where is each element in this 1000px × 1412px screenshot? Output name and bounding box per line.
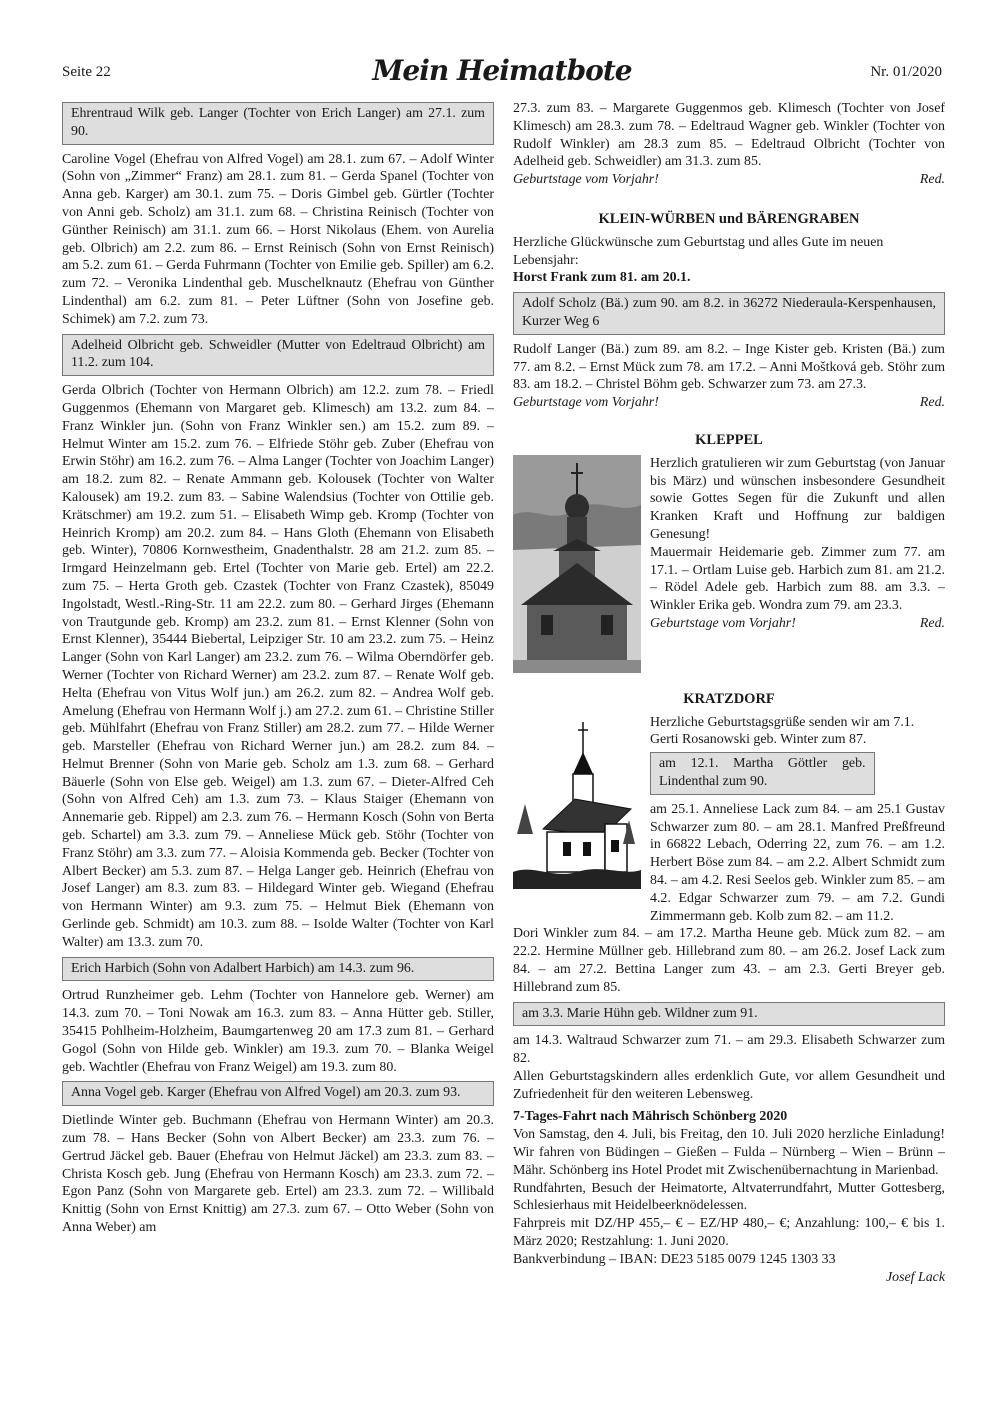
vorjahr-note: Geburtstage vom Vorjahr! [650,615,796,631]
trip-text: Von Samstag, den 4. Juli, bis Freitag, den 10. Juli 2020 herzliche Einladung! Wir fahren von Büdingen – Gießen – Fulda – Nürnberg – Wien – Brünn – Mähr. Schönberg ins Hotel Prodet mit Zwischenübernachtung in Marienbad. [513,1127,945,1178]
highlight-box: Ehrentraud Wilk geb. Langer (Tochter von Erich Langer) am 27.1. zum 90. [62,102,494,145]
highlight-box: Adolf Scholz (Bä.) zum 90. am 8.2. in 36272 Niederaula-Kerspenhausen, Kurzer Weg 6 [513,292,945,335]
signature-line [513,394,945,412]
birthday-paragraph: Ortrud Runzheimer geb. Lehm (Tochter von Hannelore geb. Werner) am 14.3. zum 70. – Toni Nowak am 16.3. zum 83. – Anna Hütter geb. Stiller, 35415 Pohlheim-Holzheim, Baumgartenweg 20 am 17.3 zum 81. – Gerhard Gogol (Sohn von Hilde geb. Winkler) am 19.3. zum 70. – Blanka Weigel geb. Wachtler (Ehefrau von Franz Weigel) am 19.3. zum 80. [62,988,494,1075]
kratzdorf-intro: Herzliche Geburtstagsgrüße senden wir am 7.1. Gerti Rosanowski geb. Winter zum 87. [650,714,915,748]
section-heading: KLEIN-WÜRBEN und BÄRENGRABEN [598,210,860,227]
chapel-drawing [513,714,641,889]
kleppel-text [650,455,945,673]
highlight-box: Anna Vogel geb. Karger (Ehefrau von Alfred Vogel) am 20.3. zum 93. [62,1081,494,1106]
highlight-box: am 12.1. Martha Göttler geb. Lindenthal zum 90. [650,752,875,795]
kleppel-block [513,455,945,673]
red-note: Red. [919,172,945,188]
highlight-box: Adelheid Olbricht geb. Schweidler (Mutter von Edeltraud Olbricht) am 11.2. zum 104. [62,334,494,377]
red-note: Red. [919,615,945,631]
signature: Josef Lack [885,1269,945,1285]
kratzdorf-list-end: am 14.3. Waltraud Schwarzer zum 71. – am 29.3. Elisabeth Schwarzer zum 82. [513,1033,945,1067]
birthday-paragraph: Rudolf Langer (Bä.) zum 89. am 8.2. – Inge Kister geb. Kristen (Bä.) zum 77. am 8.2. – Ernst Mück zum 78. am 17.2. – Anni Moštková geb. Stöhr zum 83. am 18.2. – Christel Böhm geb. Schwarzer zum 73. am 27.3. [513,341,945,393]
vorjahr-note: Geburtstage vom Vorjahr! [513,172,659,188]
left-column [62,100,494,1242]
vorjahr-note: Geburtstage vom Vorjahr! [513,395,659,411]
highlight-box: Erich Harbich (Sohn von Adalbert Harbich) am 14.3. zum 96. [62,957,494,982]
kratzdorf-wishes: Allen Geburtstagskindern alles erdenklich Gute, vor allem Gesundheit und Zufriedenheit für den weiteren Lebensweg. [513,1068,945,1102]
birthday-paragraph: Dietlinde Winter geb. Buchmann (Ehefrau von Hermann Winter) am 20.3. zum 78. – Hans Becker (Sohn von Albert Becker) am 23.3. zum 76. – Gertrud Jäckel geb. Bauer (Ehefrau von Helmut Jäckel) am 23.3. zum 83. – Christa Kosch geb. Jung (Ehefrau von Hermann Kosch) am 23.3. zum 72. – Egon Panz (Sohn von Margarete geb. Ertel) am 23.3. zum 72. – Willibald Knittig (Sohn von Ernst Knittig) am 27.3. zum 67. – Otto Weber (Sohn von Anna Weber) am [62,1113,494,1236]
right-column [513,100,945,1286]
trip-text: Fahrpreis mit DZ/HP 455,– € – EZ/HP 480,– €; Anzahlung: 100,– € bis 1. März 2020; Restzahlung: 1. Juni 2020. [513,1216,945,1250]
kleppel-intro: Herzlich gratulieren wir zum Geburtstag (von Januar bis März) und wünschen insbesondere Gesundheit sowie Gottes Segen für die Zukunft und allen Kranken Kraft und Hoffnung zur baldigen Genesung! [650,455,945,542]
kratzdorf-block [513,714,945,926]
birthday-line: Horst Frank zum 81. am 20.1. [513,270,691,286]
section-heading: KRATZDORF [683,690,775,707]
bank-details: Bankverbindung – IBAN: DE23 5185 0079 1245 1303 33 [513,1251,836,1267]
birthday-paragraph: Gerda Olbrich (Tochter von Hermann Olbrich) am 12.2. zum 78. – Friedl Guggenmos (Ehemann von Margaret geb. Klimesch) am 13.2. zum 84. – Franz Winkler jun. (Sohn von Franz Winkler sen.) am 15.2. zum 89. – Helmut Winter am 15.2. zum 76. – Elfriede Stöhr geb. Zuber (Ehefrau von Erwin Stöhr) am 16.2. zum 76. – Alma Langer (Tochter von Joachim Langer) am 18.2. zum 82. – Renate Ammann geb. Kolousek (Tochter von Walter Kalousek) am 19.2. zum 83. – Sabine Walendsius (Tochter von Ottilie geb. Krätschmer) am 19.2. zum 51. – Elisabeth Wimp geb. Kromp (Tochter von Heinrich Kromp) am 20.2. zum 84. – Hans Gloth (Ehemann von Elisabeth geb. Winter), 70806 Kornwestheim, Gnadenthalstr. 28 am 21.2. zum 85. – Irmgard Heinzelmann geb. Ertel (Tochter von Marie geb. Ertel) am 22.2. zum 75. – Herta Groth geb. Czastek (Tochter von Franz Czastek), 85049 Ingolstadt, Westl.-Ring-Str. 11 am 22.2. zum 80. – Gerhard Jirges (Ehemann von Trautgunde geb. Kromp) am 23.2. zum 81. – Ernst Klenner (Sohn von Ernst Klenner), 35444 Biebertal, Leipziger Str. 10 am 23.2. zum 75. – Heinz Langer (Sohn von Karl Langer) am 23.2. zum 76. – Wilma Oberndörfer geb. Werner (Tochter von Richard Werner) am 23.2. zum 87. – Renate Wolf geb. Helta (Ehefrau von Vitus Wolf jun.) am 26.2. zum 82. – Andrea Wolf geb. Amelung (Ehefrau von Hermann Wolf j.) am 27.2. zum 61. – Christine Stiller geb. Mühlfahrt (Ehefrau von Franz Stiller) am 28.2. zum 77. – Hilde Werner geb. Marsteller (Ehefrau von Richard Werner jun.) am 28.2. zum 84. – Helmut Brenner (Sohn von Marie geb. Scholz am 1.3. zum 68. – Gerhard Bäuerle (Sohn von Else geb. Weigel) am 1.3. zum 67. – Dieter-Alfred Ceh (Sohn von Alfred Ceh) am 1.3. zum 73. – Klaus Staiger (Ehemann von Annemarie geb. Rippel) am 2.3. zum 76. – Hermann Kosch (Sohn von Berta geb. Schartel) am 3.3. zum 79. – Anneliese Mück geb. Stöhr (Tochter von Franz Stöhr) am 3.3. zum 77. – Aloisia Kommenda geb. Becker (Tochter von Albert Becker) am 5.3. zum 87. – Helga Langer geb. Heinrich (Ehefrau von Josef Langer) am 8.3. zum 83. – Hildegard Winter geb. Wiegand (Ehefrau von Hermann Winter) am 9.3. zum 75. – Helmut Biek (Ehemann von Gerlinde geb. Schmidt) am 10.3. zum 88. – Isolde Walter (Tochter von Karl Walter) am 13.3. zum 70. [62,383,494,950]
kratzdorf-list: am 25.1. Anneliese Lack zum 84. – am 25.1 Gustav Schwarzer zum 80. – am 28.1. Manfred Preßfreund in 66822 Lebach, Oderring 22, zum 76. – am 1.2. Herbert Böse zum 84. – am 2.2. Albert Schmidt zum 84. – am 4.2. Resi Seelos geb. Winkler zum 85. – am 4.2. Edgar Schwarzer zum 79. – am 7.2. Gundi Zimmermann geb. Kolb zum 82. – am 11.2. [650,801,945,924]
page-number: Seite 22 [62,64,111,80]
kleppel-names: Mauermair Heidemarie geb. Zimmer zum 77. am 17.1. – Ortlam Luise geb. Harbich zum 81. am 21.2. – Rödel Adele geb. Harbich zum 88. am 3.3. – Winkler Erika geb. Wondra zum 79. am 23.3. [650,544,945,614]
logo: Mein Heimatbote [372,54,632,87]
signature-line [513,171,945,189]
intro-text: Herzliche Glückwünsche zum Geburtstag und alles Gute im neuen Lebensjahr: [513,234,884,268]
trip-heading: 7-Tages-Fahrt nach Mährisch Schönberg 2020 [513,1109,788,1125]
kratzdorf-text [650,714,945,926]
birthday-paragraph: 27.3. zum 83. – Margarete Guggenmos geb. Klimesch (Tochter von Josef Klimesch) am 28.3. zum 78. – Edeltraud Wagner geb. Winkler (Tochter von Rudolf Winkler) am 28.3 zum 85. – Edeltraud Olbricht (Tochter von Adelheid geb. Schweidler) am 31.3. zum 85. [513,101,945,170]
wooden-chapel-photo [513,455,641,673]
trip-text: Rundfahrten, Besuch der Heimatorte, Altvaterrundfahrt, Mutter Gottesberg, Schlesierhaus mit Heidelbeerknödelessen. [513,1180,945,1214]
highlight-box: am 3.3. Marie Hühn geb. Wildner zum 91. [513,1002,945,1027]
birthday-paragraph: Caroline Vogel (Ehefrau von Alfred Vogel) am 28.1. zum 67. – Adolf Winter (Sohn von „Zimmer“ Franz) am 28.1. zum 81. – Gerda Spanel (Tochter von Anna geb. Karger) am 30.1. zum 75. – Doris Gimbel geb. Gürtler (Tochter von Anni geb. Scholz) am 31.1. zum 68. – Christina Reinisch (Tochter von Günther Reinisch) am 31.1. zum 66. – Horst Nikolaus (Ehem. von Aurelia geb. Olbrich) am 2.2. zum 86. – Ernst Reinisch (Sohn von Ernst Reinisch) am 5.2. zum 61. – Gerda Fuhrmann (Tochter von Emilie geb. Spiller) am 6.2. zum 72. – Veronika Lindenthal geb. Muschelknautz (Ehefrau von Günther Lindenthal) am 6.2. zum 81. – Peter Lüftner (Sohn von Josefine geb. Schimek) am 7.2. zum 73. [62,151,494,327]
signature-line [650,615,945,633]
section-heading: KLEPPEL [695,431,763,448]
kratzdorf-list-continued: Dori Winkler zum 84. – am 17.2. Martha Heune geb. Mück zum 82. – am 22.2. Hermine Müllner geb. Hillebrand zum 80. – am 26.2. Josef Lack zum 84. – am 27.2. Bettina Langer zum 43. – am 2.3. Gerti Breyer geb. Hillebrand zum 85. [513,926,945,995]
page-header [62,54,942,90]
red-note: Red. [919,395,945,411]
issue-number: Nr. 01/2020 [870,64,942,80]
